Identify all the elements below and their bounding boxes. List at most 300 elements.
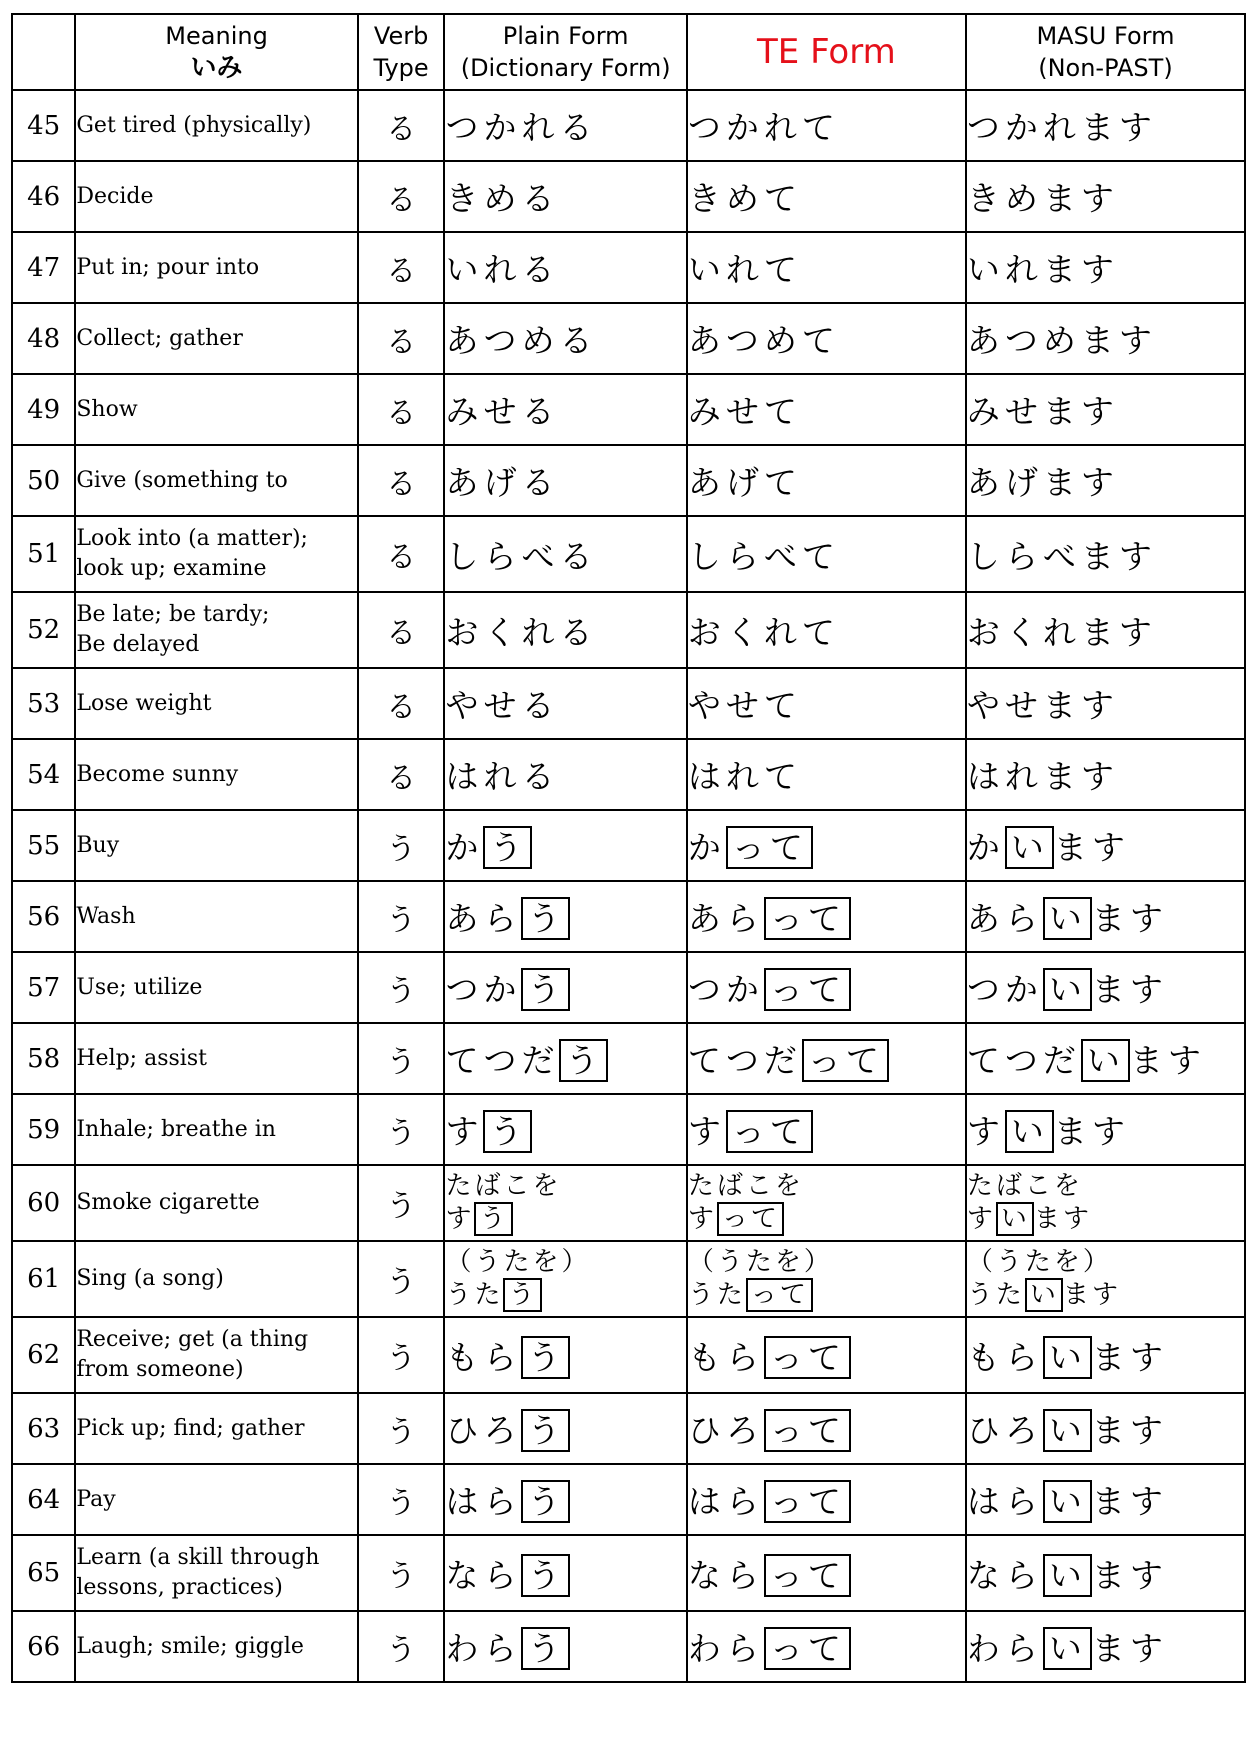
table-row: [12, 1094, 1245, 1165]
te-form-ending: って: [764, 897, 851, 940]
masu-form-stem: あつめます: [966, 321, 1157, 360]
meaning-cell: [75, 952, 357, 1023]
plain-form-cell: [444, 810, 686, 881]
plain-form-line: [445, 607, 685, 654]
header-te-form: TE Form: [687, 14, 966, 90]
masu-form-stem: す: [966, 1112, 1005, 1151]
plain-form-stem: あつめる: [445, 321, 598, 360]
meaning-line: Smoke cigarette: [76, 1190, 260, 1215]
table-row: [12, 1023, 1245, 1094]
row-number: 62: [12, 1317, 75, 1393]
te-form-line: [688, 1550, 965, 1597]
row-number: 46: [12, 161, 75, 232]
masu-form-stem: す: [966, 1204, 996, 1234]
plain-form-ending: う: [483, 1110, 532, 1153]
masu-form-line: [967, 315, 1244, 362]
header-meaning: Meaning いみ: [75, 14, 357, 90]
masu-form-stem: か: [966, 828, 1005, 867]
meaning-line: Look into (a matter);: [76, 526, 308, 551]
header-number: [12, 14, 75, 90]
meaning-cell: [75, 232, 357, 303]
meaning-line: lessons, practices): [76, 1575, 283, 1600]
te-form-ending: って: [717, 1202, 784, 1236]
table-row: [12, 1535, 1245, 1611]
plain-form-stem: うた: [445, 1280, 504, 1310]
row-number: 53: [12, 668, 75, 739]
masu-form-cell: [966, 161, 1245, 232]
te-form-cell: [687, 445, 966, 516]
plain-form-stem: なら: [445, 1555, 522, 1595]
table-row: [12, 952, 1245, 1023]
masu-form-stem: しらべます: [966, 536, 1157, 576]
verb-type: う: [358, 1464, 445, 1535]
plain-form-ending: う: [521, 968, 570, 1011]
masu-form-line: [967, 1203, 1244, 1236]
masu-form-suffix: ます: [1091, 1337, 1168, 1377]
verb-type: う: [358, 1094, 445, 1165]
masu-form-cell: [966, 303, 1245, 374]
table-row: [12, 1393, 1245, 1464]
masu-form-cell: [966, 516, 1245, 592]
masu-form-stem: みせます: [966, 392, 1119, 431]
masu-form-line: [967, 173, 1244, 220]
plain-form-line: [445, 1106, 685, 1153]
masu-form-cell: [966, 1611, 1245, 1682]
table-row: [12, 374, 1245, 445]
plain-form-ending: う: [521, 1627, 570, 1670]
row-number: 60: [12, 1165, 75, 1241]
masu-form-line: [967, 680, 1244, 727]
meaning-line: Learn (a skill through: [76, 1545, 320, 1570]
plain-form-cell: [444, 161, 686, 232]
plain-form-stem: やせる: [445, 686, 560, 725]
meaning-line: Inhale; breathe in: [76, 1116, 276, 1142]
meaning-line: Sing (a song): [76, 1266, 224, 1291]
plain-form-stem: か: [445, 828, 484, 867]
table-row: [12, 592, 1245, 668]
meaning-cell: [75, 592, 357, 668]
table-row: [12, 1241, 1245, 1317]
plain-form-cell: [444, 739, 686, 810]
table-row: [12, 1165, 1245, 1241]
masu-form-line: [967, 822, 1244, 869]
plain-form-line: [445, 1332, 685, 1379]
verb-type: う: [358, 1611, 445, 1682]
te-form-line: [688, 607, 965, 654]
plain-form-ending: う: [521, 1336, 570, 1379]
te-form-stem: あら: [687, 899, 764, 938]
plain-form-stem: （うたを）: [445, 1247, 591, 1277]
verb-conjugation-table: [11, 13, 1246, 1683]
masu-form-cell: [966, 668, 1245, 739]
masu-form-line: [967, 964, 1244, 1011]
masu-form-stem: （うたを）: [966, 1247, 1112, 1277]
meaning-line: Lose weight: [76, 690, 212, 716]
plain-form-ending: う: [521, 1554, 570, 1597]
table-row: [12, 1611, 1245, 1682]
meaning-cell: [75, 445, 357, 516]
table-row: [12, 810, 1245, 881]
te-form-cell: [687, 739, 966, 810]
plain-form-ending: う: [559, 1039, 608, 1082]
te-form-stem: きめて: [687, 179, 802, 218]
verb-type: う: [358, 1241, 445, 1317]
masu-form-line: [967, 1476, 1244, 1523]
masu-form-stem: てつだ: [966, 1041, 1081, 1080]
meaning-cell: [75, 881, 357, 952]
masu-form-cell: [966, 1317, 1245, 1393]
meaning-line: Give (something to: [76, 467, 288, 493]
te-form-cell: [687, 90, 966, 161]
te-form-stem: す: [687, 1204, 717, 1234]
masu-form-cell: [966, 739, 1245, 810]
masu-form-stem: おくれます: [966, 612, 1157, 652]
meaning-cell: [75, 1241, 357, 1317]
masu-form-suffix: ます: [1062, 1280, 1121, 1310]
te-form-ending: って: [764, 1554, 851, 1597]
te-form-line: [688, 315, 965, 362]
plain-form-cell: [444, 668, 686, 739]
te-form-stem: いれて: [687, 250, 802, 289]
row-number: 61: [12, 1241, 75, 1317]
plain-form-cell: [444, 1464, 686, 1535]
plain-form-line: [445, 315, 685, 362]
plain-form-cell: [444, 232, 686, 303]
plain-form-ending: う: [521, 1480, 570, 1523]
te-form-stem: つか: [687, 970, 764, 1009]
meaning-line: from someone): [76, 1357, 244, 1382]
te-form-cell: [687, 232, 966, 303]
te-form-line: [688, 1035, 965, 1082]
meaning-cell: [75, 516, 357, 592]
masu-form-suffix: ます: [1091, 899, 1168, 938]
header-row: [12, 14, 1245, 90]
plain-form-stem: あげる: [445, 463, 560, 502]
plain-form-line: [445, 680, 685, 727]
plain-form-stem: てつだ: [445, 1041, 560, 1080]
plain-form-line: [445, 1405, 685, 1452]
plain-form-ending: う: [521, 1409, 570, 1452]
plain-form-cell: [444, 1241, 686, 1317]
verb-type: る: [358, 232, 445, 303]
meaning-cell: [75, 1611, 357, 1682]
meaning-cell: [75, 1023, 357, 1094]
plain-form-stem: わら: [445, 1629, 522, 1668]
masu-form-ending: い: [1005, 826, 1054, 869]
plain-form-line: [445, 1035, 685, 1082]
masu-form-cell: [966, 445, 1245, 516]
row-number: 58: [12, 1023, 75, 1094]
te-form-ending: って: [764, 1409, 851, 1452]
masu-form-ending: い: [1043, 1554, 1092, 1597]
masu-form-stem: はら: [966, 1482, 1043, 1521]
masu-form-line: [967, 457, 1244, 504]
meaning-cell: [75, 1094, 357, 1165]
masu-form-ending: い: [1025, 1278, 1063, 1312]
te-form-line: [688, 1246, 965, 1279]
plain-form-line: [445, 1550, 685, 1597]
table-row: [12, 516, 1245, 592]
row-number: 51: [12, 516, 75, 592]
plain-form-ending: う: [474, 1202, 512, 1236]
plain-form-line: [445, 1279, 685, 1312]
plain-form-cell: [444, 303, 686, 374]
meaning-line: Wash: [76, 903, 136, 929]
plain-form-stem: いれる: [445, 250, 560, 289]
masu-form-cell: [966, 1464, 1245, 1535]
masu-form-cell: [966, 1165, 1245, 1241]
plain-form-stem: あら: [445, 899, 522, 938]
plain-form-line: [445, 244, 685, 291]
verb-type: る: [358, 303, 445, 374]
te-form-stem: おくれて: [687, 612, 840, 652]
masu-form-ending: い: [1043, 1336, 1092, 1379]
masu-form-line: [967, 102, 1244, 149]
te-form-stem: あげて: [687, 463, 802, 502]
plain-form-line: [445, 822, 685, 869]
masu-form-stem: うた: [966, 1280, 1025, 1310]
masu-form-cell: [966, 232, 1245, 303]
meaning-cell: [75, 161, 357, 232]
row-number: 54: [12, 739, 75, 810]
plain-form-stem: つかれる: [445, 108, 598, 147]
te-form-cell: [687, 1393, 966, 1464]
table-row: [12, 445, 1245, 516]
te-form-cell: [687, 1611, 966, 1682]
row-number: 49: [12, 374, 75, 445]
plain-form-stem: もら: [445, 1337, 522, 1377]
plain-form-stem: つか: [445, 970, 522, 1009]
te-form-stem: うた: [687, 1280, 746, 1310]
plain-form-cell: [444, 952, 686, 1023]
masu-form-suffix: ます: [1033, 1204, 1092, 1234]
meaning-line: Pick up; find; gather: [76, 1415, 305, 1441]
verb-type: る: [358, 592, 445, 668]
plain-form-cell: [444, 1317, 686, 1393]
row-number: 55: [12, 810, 75, 881]
masu-form-cell: [966, 90, 1245, 161]
plain-form-cell: [444, 1611, 686, 1682]
masu-form-stem: たばこを: [966, 1171, 1083, 1201]
masu-form-line: [967, 751, 1244, 798]
masu-form-cell: [966, 810, 1245, 881]
header-plain-form: Plain Form (Dictionary Form): [444, 14, 686, 90]
table-row: [12, 1464, 1245, 1535]
masu-form-suffix: ます: [1091, 1629, 1168, 1668]
masu-form-suffix: ます: [1091, 1482, 1168, 1521]
meaning-cell: [75, 668, 357, 739]
te-form-stem: つかれて: [687, 108, 840, 147]
masu-form-suffix: ます: [1129, 1041, 1206, 1080]
verb-type: る: [358, 374, 445, 445]
masu-form-line: [967, 1405, 1244, 1452]
verb-type: う: [358, 1165, 445, 1241]
te-form-stem: あつめて: [687, 321, 840, 360]
masu-form-stem: ひろ: [966, 1411, 1043, 1450]
table-row: [12, 90, 1245, 161]
verb-type: う: [358, 810, 445, 881]
masu-form-line: [967, 1332, 1244, 1379]
te-form-stem: もら: [687, 1337, 764, 1377]
meaning-cell: [75, 1165, 357, 1241]
te-form-stem: なら: [687, 1555, 764, 1595]
te-form-cell: [687, 1535, 966, 1611]
plain-form-cell: [444, 1165, 686, 1241]
plain-form-cell: [444, 90, 686, 161]
meaning-line: Use; utilize: [76, 974, 203, 1000]
masu-form-stem: きめます: [966, 179, 1119, 218]
te-form-line: [688, 1170, 965, 1203]
te-form-stem: ひろ: [687, 1411, 764, 1450]
meaning-line: Be late; be tardy;: [76, 602, 270, 627]
te-form-line: [688, 751, 965, 798]
row-number: 57: [12, 952, 75, 1023]
plain-form-line: [445, 457, 685, 504]
te-form-line: [688, 102, 965, 149]
plain-form-line: [445, 751, 685, 798]
te-form-stem: （うたを）: [687, 1247, 833, 1277]
plain-form-ending: う: [521, 897, 570, 940]
plain-form-stem: はれる: [445, 757, 560, 796]
te-form-ending: って: [764, 1627, 851, 1670]
plain-form-line: [445, 964, 685, 1011]
row-number: 45: [12, 90, 75, 161]
masu-form-line: [967, 531, 1244, 578]
te-form-stem: やせて: [687, 686, 802, 725]
meaning-cell: [75, 1393, 357, 1464]
verb-type: う: [358, 1317, 445, 1393]
te-form-cell: [687, 952, 966, 1023]
row-number: 64: [12, 1464, 75, 1535]
row-number: 65: [12, 1535, 75, 1611]
masu-form-ending: い: [996, 1202, 1034, 1236]
te-form-cell: [687, 1094, 966, 1165]
plain-form-ending: う: [503, 1278, 541, 1312]
masu-form-stem: もら: [966, 1337, 1043, 1377]
te-form-line: [688, 1279, 965, 1312]
te-form-line: [688, 964, 965, 1011]
meaning-cell: [75, 739, 357, 810]
masu-form-suffix: ます: [1053, 1112, 1130, 1151]
plain-form-cell: [444, 881, 686, 952]
verb-type: う: [358, 1393, 445, 1464]
te-form-stem: か: [687, 828, 726, 867]
row-number: 63: [12, 1393, 75, 1464]
te-form-cell: [687, 1464, 966, 1535]
table-row: [12, 1317, 1245, 1393]
meaning-line: Show: [76, 396, 138, 422]
masu-form-ending: い: [1081, 1039, 1130, 1082]
meaning-line: Help; assist: [76, 1045, 207, 1071]
te-form-cell: [687, 592, 966, 668]
plain-form-cell: [444, 445, 686, 516]
verb-type: う: [358, 1023, 445, 1094]
header-verb-type: Verb Type: [358, 14, 445, 90]
te-form-line: [688, 457, 965, 504]
plain-form-cell: [444, 516, 686, 592]
te-form-cell: [687, 374, 966, 445]
te-form-ending: って: [726, 1110, 813, 1153]
te-form-ending: って: [746, 1278, 813, 1312]
te-form-ending: って: [764, 1480, 851, 1523]
verb-type: る: [358, 445, 445, 516]
masu-form-stem: わら: [966, 1629, 1043, 1668]
te-form-cell: [687, 1241, 966, 1317]
te-form-line: [688, 386, 965, 433]
masu-form-line: [967, 1035, 1244, 1082]
row-number: 56: [12, 881, 75, 952]
verb-type: る: [358, 516, 445, 592]
table-row: [12, 232, 1245, 303]
masu-form-cell: [966, 1094, 1245, 1165]
meaning-cell: [75, 1317, 357, 1393]
meaning-line: Become sunny: [76, 761, 239, 787]
te-form-ending: って: [764, 968, 851, 1011]
plain-form-cell: [444, 1393, 686, 1464]
masu-form-line: [967, 1623, 1244, 1670]
masu-form-stem: あげます: [966, 463, 1119, 502]
plain-form-line: [445, 386, 685, 433]
meaning-cell: [75, 1464, 357, 1535]
plain-form-line: [445, 1623, 685, 1670]
row-number: 47: [12, 232, 75, 303]
plain-form-line: [445, 1476, 685, 1523]
te-form-line: [688, 173, 965, 220]
masu-form-cell: [966, 1393, 1245, 1464]
masu-form-ending: い: [1043, 897, 1092, 940]
plain-form-stem: しらべる: [445, 536, 598, 576]
plain-form-line: [445, 1170, 685, 1203]
masu-form-cell: [966, 1535, 1245, 1611]
te-form-line: [688, 893, 965, 940]
masu-form-ending: い: [1043, 1480, 1092, 1523]
te-form-line: [688, 244, 965, 291]
plain-form-stem: たばこを: [445, 1171, 562, 1201]
te-form-line: [688, 1405, 965, 1452]
plain-form-stem: きめる: [445, 179, 560, 218]
masu-form-line: [967, 386, 1244, 433]
meaning-line: Collect; gather: [76, 325, 243, 351]
plain-form-cell: [444, 374, 686, 445]
masu-form-stem: あら: [966, 899, 1043, 938]
plain-form-line: [445, 1246, 685, 1279]
te-form-ending: って: [802, 1039, 889, 1082]
te-form-stem: てつだ: [687, 1041, 802, 1080]
verb-type: る: [358, 739, 445, 810]
te-form-cell: [687, 161, 966, 232]
te-form-cell: [687, 810, 966, 881]
meaning-cell: [75, 810, 357, 881]
row-number: 50: [12, 445, 75, 516]
te-form-stem: す: [687, 1112, 726, 1151]
te-form-stem: わら: [687, 1629, 764, 1668]
masu-form-suffix: ます: [1091, 1411, 1168, 1450]
row-number: 59: [12, 1094, 75, 1165]
te-form-line: [688, 531, 965, 578]
plain-form-ending: う: [483, 826, 532, 869]
te-form-line: [688, 1623, 965, 1670]
header-masu-form: MASU Form (Non-PAST): [966, 14, 1245, 90]
te-form-line: [688, 1332, 965, 1379]
plain-form-cell: [444, 1094, 686, 1165]
masu-form-line: [967, 607, 1244, 654]
meaning-cell: [75, 1535, 357, 1611]
masu-form-cell: [966, 881, 1245, 952]
verb-type: る: [358, 90, 445, 161]
masu-form-cell: [966, 1023, 1245, 1094]
meaning-line: Buy: [76, 832, 120, 858]
verb-type: る: [358, 668, 445, 739]
